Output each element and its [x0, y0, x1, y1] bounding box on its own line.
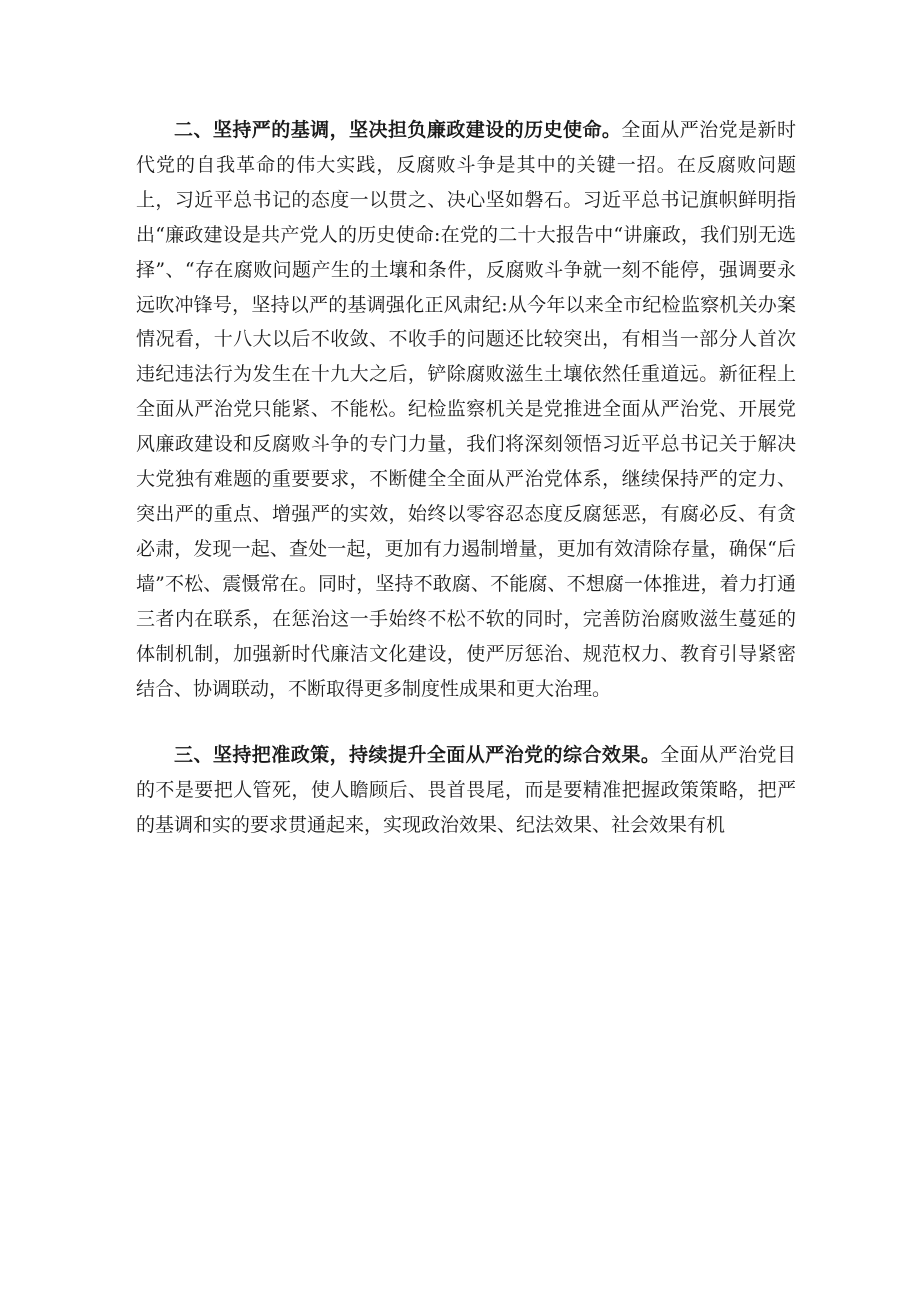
section-three-paragraph — [136, 738, 796, 843]
section-two-paragraph — [136, 113, 796, 706]
section-three-heading: 三、坚持把准政策，持续提升全面从严治党的综合效果。 — [174, 744, 661, 767]
section-three-body: 全面从严治党目的不是要把人管死，使人瞻顾后、畏首畏尾，而是要精准把握政策策略，把严的基调和实的要求贯通起来，实现政治效果、纪法效果、社会效果有机 — [136, 744, 796, 837]
document-page — [136, 113, 796, 843]
section-two-body: 全面从严治党是新时代党的自我革命的伟大实践，反腐败斗争是其中的关键一招。在反腐败问题上，习近平总书记的态度一以贯之、决心坚如磐石。习近平总书记旗帜鲜明指出“廉政建设是共产党人的历史使命:在党的二十大报告中“讲廉政，我们别无选择”、“存在腐败问题产生的土壤和条件，反腐败斗争就一刻不能停，强调要永远吹冲锋号，坚持以严的基调强化正风肃纪:从今年以来全市纪检监察机关办案情况看，十八大以后不收敛、不收手的问题还比较突出，有相当一部分人首次违纪违法行为发生在十九大之后，铲除腐败滋生土壤依然任重道远。新征程上全面从严治党只能紧、不能松。纪检监察机关是党推进全面从严治党、开展党风廉政建设和反腐败斗争的专门力量，我们将深刻领悟习近平总书记关于解决大党独有难题的重要要求，不断健全全面从严治党体系，继续保持严的定力、突出严的重点、增强严的实效，始终以零容忍态度反腐惩恶，有腐必反、有贪必肃，发现一起、查处一起，更加有力遏制增量，更加有效清除存量，确保“后墙”不松、震慑常在。同时，坚持不敢腐、不能腐、不想腐一体推进，着力打通三者内在联系，在惩治这一手始终不松不软的同时，完善防治腐败滋生蔓延的体制机制，加强新时代廉洁文化建设，使严厉惩治、规范权力、教育引导紧密结合、协调联动，不断取得更多制度性成果和更大治理。 — [136, 119, 796, 700]
section-two-heading: 二、坚持严的基调，坚决担负廉政建设的历史使命。 — [174, 119, 622, 141]
